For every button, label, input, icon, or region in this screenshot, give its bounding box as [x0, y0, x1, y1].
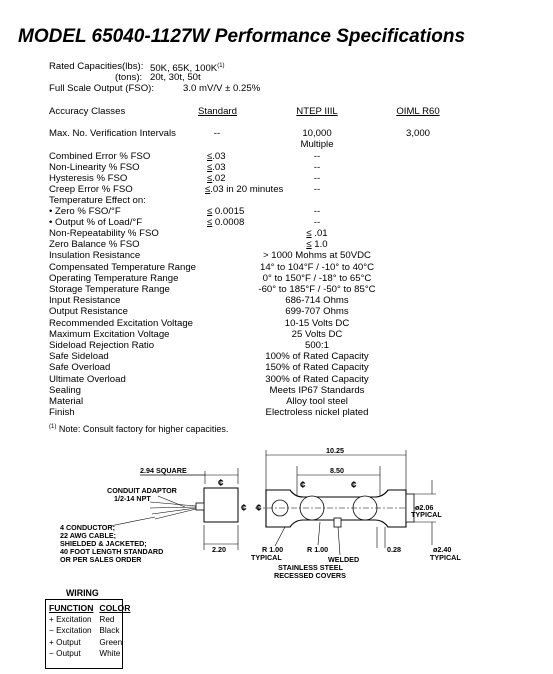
spec-label: Creep Error % FSO	[49, 184, 133, 195]
wiring-function: − Output	[49, 649, 81, 659]
spec-ntep: --	[313, 173, 321, 184]
rated-capacities-value: 50K, 65K, $100K^{(1)}$	[150, 63, 225, 75]
spec-label: Safe Sideload	[49, 351, 109, 363]
max-intervals-label: Max. No. Verification Intervals	[49, 128, 176, 139]
fso-value: 3.0 mV/V ± 0.25%	[183, 83, 261, 94]
wiring-color: Black	[99, 626, 120, 636]
spec-label: Insulation Resistance	[49, 250, 141, 262]
wiring-function: + Output	[49, 637, 81, 647]
spec-standard: ≤ 0.0008	[207, 217, 245, 228]
wiring-color: Red	[99, 614, 115, 624]
centerline-mark-2: ¢	[241, 503, 247, 514]
spec-value: -60° to 185°F / -50° to 85°C	[258, 284, 376, 295]
footnote-text: Note: Consult factory for higher capacities.	[56, 424, 229, 434]
label-square: 2.94 SQUARE	[140, 466, 187, 475]
spec-standard: ≤.02	[207, 173, 226, 184]
label-steel-1: STAINLESS STEEL	[278, 563, 343, 572]
spec-standard: ≤ 0.0015	[207, 206, 245, 217]
label-cable-3: SHIELDED & JACKETED;	[60, 539, 147, 548]
label-dim-2-40: ø2.40	[433, 545, 452, 554]
spec-ntep: --	[313, 217, 321, 228]
wiring-function: + Excitation	[49, 614, 92, 624]
spec-value: Alloy tool steel	[286, 396, 348, 407]
table-row	[46, 637, 133, 649]
label-cable-1: 4 CONDUCTOR;	[60, 523, 115, 532]
label-r100-b: R 1.00	[307, 545, 329, 554]
spec-standard: ≤.03	[207, 151, 226, 162]
wiring-header-color: COLOR	[99, 602, 131, 613]
spec-label: Sideload Rejection Ratio	[49, 340, 155, 351]
label-cable-5: OR PER SALES ORDER	[60, 555, 142, 564]
centerline-mark-5: ¢	[256, 503, 262, 514]
label-dim-8-50: 8.50	[330, 466, 344, 475]
spec-ntep: --	[313, 184, 321, 195]
spec-value: > 1000 Mohms at 50VDC	[263, 250, 371, 262]
end-view-square	[204, 488, 238, 522]
spec-label: • Output % of Load/°F	[49, 217, 143, 228]
label-welded: WELDED	[328, 555, 360, 564]
label-cable-4: 40 FOOT LENGTH STANDARD	[60, 547, 164, 556]
table-row	[46, 648, 133, 660]
footnote-ref: (1)	[217, 63, 225, 69]
spec-value: 10-15 Volts DC	[284, 317, 350, 329]
spec-value: 300% of Rated Capacity	[265, 373, 369, 385]
spec-label: Operating Temperature Range	[49, 272, 179, 284]
max-intervals-ntep: 10,000	[302, 128, 332, 139]
spec-label: Combined Error % FSO	[49, 151, 151, 162]
label-dim-0-28: 0.28	[387, 545, 401, 554]
wiring-table	[46, 602, 133, 660]
footnote-mark: (1)	[49, 424, 57, 430]
spec-label: Material	[49, 396, 84, 407]
spec-label: Input Resistance	[49, 295, 121, 307]
label-typical-3: TYPICAL	[430, 553, 461, 562]
label-steel-2: RECESSED COVERS	[274, 571, 346, 580]
spec-value: ≤ 1.0	[306, 239, 328, 251]
col-header-standard: Standard	[198, 106, 237, 117]
spec-label: Temperature Effect on:	[49, 195, 146, 206]
label-conduit-npt: 1/2-14 NPT	[114, 494, 151, 503]
page-title: MODEL 65040-1127W Performance Specifications	[18, 26, 466, 47]
table-row	[46, 614, 133, 626]
tons-value: 20t, 30t, 50t	[150, 72, 201, 83]
wiring-title: WIRING	[66, 588, 99, 598]
label-cable-2: 22 AWG CABLE;	[60, 531, 117, 540]
spec-label: Non-Repeatability % FSO	[49, 228, 159, 239]
spec-value: 150% of Rated Capacity	[265, 362, 369, 374]
spec-value: ≤ .01	[306, 228, 328, 239]
spec-label: Hysteresis % FSO	[49, 173, 128, 184]
max-intervals-standard: --	[213, 128, 221, 139]
centerline-mark-4: ¢	[351, 480, 357, 491]
label-conduit: CONDUIT ADAPTOR	[107, 486, 177, 495]
spec-value: 100% of Rated Capacity	[265, 351, 369, 363]
spec-standard: ≤.03 in 20 minutes	[205, 184, 284, 195]
spec-label: Storage Temperature Range	[49, 284, 170, 295]
spec-value: 14° to 104°F / -10° to 40°C	[259, 261, 375, 273]
tons-label: (tons):	[115, 72, 143, 83]
spec-label: Sealing	[49, 384, 82, 396]
rated-capacities-label: Rated Capacities(lbs):	[49, 61, 144, 72]
spec-label: Ultimate Overload	[49, 373, 126, 385]
col-header-class: Accuracy Classes	[49, 106, 126, 117]
spec-label: • Zero % FSO/°F	[49, 206, 121, 217]
spec-label: Safe Overload	[49, 362, 111, 374]
fso-label: Full Scale Output (FSO):	[49, 83, 155, 94]
spec-value: 686-714 Ohms	[285, 295, 349, 307]
centerline-mark-1: ¢	[218, 478, 224, 489]
spec-standard: ≤.03	[207, 162, 226, 173]
spec-label: Finish	[49, 407, 75, 419]
label-dim-2-06: ø2.06	[415, 503, 434, 512]
spec-value: Meets IP67 Standards	[269, 384, 365, 396]
label-typical-2: TYPICAL	[251, 553, 282, 562]
spec-label: Zero Balance % FSO	[49, 239, 140, 251]
wiring-header-row	[46, 602, 133, 614]
wiring-header-function: FUNCTION	[49, 602, 94, 613]
spec-ntep: --	[313, 151, 321, 162]
col-header-oiml: OIML R60	[396, 106, 440, 117]
spec-value: Electroless nickel plated	[265, 407, 369, 419]
spec-label: Non-Linearity % FSO	[49, 162, 140, 173]
spec-value: 25 Volts DC	[291, 328, 343, 340]
label-dim-2-20: 2.20	[212, 545, 226, 554]
spec-ntep: --	[313, 206, 321, 217]
wiring-color: Green	[99, 637, 123, 647]
max-intervals-ntep-multiple: Multiple	[300, 139, 334, 150]
spec-label: Recommended Excitation Voltage	[49, 317, 193, 329]
max-intervals-oiml: 3,000	[405, 128, 431, 139]
label-dim-10-25: 10.25	[326, 446, 344, 455]
spec-value: 699-707 Ohms	[285, 306, 349, 318]
label-r100-a: R 1.00	[262, 545, 284, 554]
spec-label: Compensated Temperature Range	[49, 261, 197, 273]
label-typical-1: TYPICAL	[411, 510, 442, 519]
wiring-color: White	[99, 649, 121, 659]
table-row	[46, 625, 133, 637]
col-header-ntep: NTEP IIIL	[296, 106, 338, 117]
spec-value: 500:1	[304, 340, 330, 351]
spec-value: 0° to 150°F / -18° to 65°C	[262, 272, 372, 284]
wiring-function: − Excitation	[49, 626, 92, 636]
centerline-mark-3: ¢	[300, 480, 306, 491]
spec-ntep: --	[313, 162, 321, 173]
spec-label: Maximum Excitation Voltage	[49, 328, 170, 340]
spec-label: Output Resistance	[49, 306, 128, 318]
